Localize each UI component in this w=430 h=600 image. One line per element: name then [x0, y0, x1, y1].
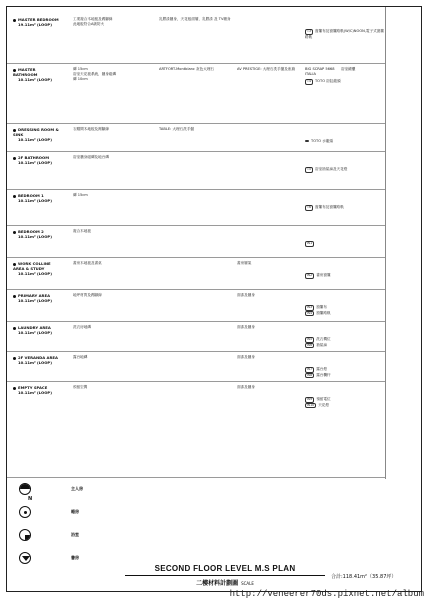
legend-item — [19, 483, 139, 502]
tag-text: 浴室抽氣扇及天花燈 — [314, 167, 348, 171]
tag-badge: W10 — [307, 402, 315, 407]
bullet-icon — [13, 387, 16, 390]
room-area: 10.11m² (LOOP) — [18, 298, 52, 303]
spec-c1: 預留空間 — [73, 385, 88, 389]
room-name-text: DRESSING ROOM & SINK — [13, 127, 59, 137]
legend-item — [19, 529, 139, 545]
room-name-text: BEDROOM 1 — [18, 193, 44, 198]
tag-badge: T3 — [307, 29, 311, 33]
spec-c1: 磚 15cm — [73, 193, 88, 197]
triangle-marker-icon — [19, 552, 31, 564]
row-divider — [7, 321, 385, 322]
tag-text: 抽氣扇 — [316, 342, 327, 347]
tag-text: TOTO 水龍頭 — [311, 139, 333, 143]
tag-list — [305, 29, 385, 40]
tag-badge: W4 — [307, 310, 313, 315]
total-area: 合計:118.41m²（35.87坪） — [331, 574, 397, 580]
spec-c3: 面漆及牆身 — [237, 325, 255, 329]
tag-list — [305, 397, 385, 408]
tag-list — [305, 337, 385, 348]
bullet-icon — [13, 157, 16, 160]
tag-text: 窗簾布及窗簾路軌 — [314, 205, 344, 209]
tag-text: 窗簾布及窗簾路軌(W/C)NOON,電子式窗簾路軌 — [305, 29, 384, 39]
spec-c1: 衣帽間木地板及踢腳線 — [73, 127, 109, 131]
legend-label: 浴室 — [71, 532, 79, 537]
spec-c1: 露台地磚 — [73, 355, 88, 359]
room-name — [13, 193, 61, 203]
tag-text: 洗衣機位 — [316, 337, 331, 341]
drawing-sheet — [6, 6, 422, 592]
tag-badge: W7 — [307, 367, 313, 371]
tag-badge: T5 — [307, 167, 311, 171]
tag-list — [305, 167, 385, 173]
tag-row — [305, 241, 385, 247]
tag-text: 預留電位 — [316, 397, 331, 401]
spec-c5: 浴室鏡櫃 — [341, 67, 356, 71]
tag-text: TOTO 浴缸龍頭 — [314, 79, 341, 83]
tag-badge: W6 — [307, 342, 313, 347]
bullet-icon — [13, 195, 16, 198]
bullet-icon — [13, 357, 16, 360]
room-name-text: LAUNDRY AREA — [18, 325, 51, 330]
dot-marker-icon — [19, 506, 31, 518]
spec-c3: 書房層架 — [237, 261, 252, 265]
tag-text: 書房窗簾 — [316, 273, 331, 277]
tag-list — [305, 79, 385, 85]
room-name — [13, 261, 61, 276]
spec-c1: 浴室牆身磁磚及地台磚 — [73, 155, 109, 159]
legend-label: 睡房 — [71, 509, 79, 514]
spec-c4: BIG SCRAP 5668 ITALIA — [305, 67, 336, 76]
quarter-marker-icon — [19, 529, 31, 541]
room-area: 10.11m² (LOOP) — [18, 271, 52, 276]
spec-c3: AV PRESTIGE: 大理石洗手盤及座廁 — [237, 67, 296, 71]
spec-c1: 洗衣房地磚 — [73, 325, 91, 329]
tag-badge: W3 — [307, 305, 313, 309]
row-divider — [7, 225, 385, 226]
room-name — [13, 355, 61, 365]
vertical-rule — [385, 7, 386, 479]
tag-badge: W1 — [307, 241, 313, 245]
row-divider — [7, 289, 385, 290]
drawing-subtitle — [125, 578, 325, 587]
room-area: 19.11m² (LOOP) — [18, 22, 52, 27]
spec-c1: 複合木地板 — [73, 229, 91, 233]
room-area: 10.11m² (LOOP) — [18, 390, 52, 395]
tag-row — [305, 343, 385, 349]
tag-row — [305, 311, 385, 317]
spec-c2: TABLE: 大理石洗手盤 — [159, 127, 195, 131]
row-divider — [7, 123, 385, 124]
room-name-text: PRIMARY AREA — [18, 293, 51, 298]
room-name — [13, 325, 61, 335]
room-name-text: MASTER BATHROOM — [13, 67, 38, 77]
tag-badge: W9 — [307, 397, 313, 401]
spec-c2: ARTFORT-Montblanc 灰色大理石 — [159, 67, 215, 71]
tag-row — [305, 29, 385, 40]
north-arrow-icon — [19, 483, 31, 495]
tag-badge: W5 — [307, 337, 313, 341]
spec-c1: 書房木地板及書桌 — [73, 261, 102, 265]
bullet-icon — [13, 295, 16, 298]
bullet-icon — [13, 327, 16, 330]
tag-text: 露台欄杆 — [316, 372, 331, 377]
room-name-text: MASTER BEDROOM — [18, 17, 59, 22]
spec-c2: 乳膠漆牆身，天花板面層，乳膠漆 及 TV墻身 — [159, 17, 231, 21]
room-name — [13, 155, 61, 165]
title-rule — [125, 575, 325, 576]
room-area: 10.11m² (LOOP) — [18, 234, 52, 239]
room-name — [13, 385, 61, 395]
tag-text: 天花燈 — [318, 402, 329, 407]
bullet-icon — [13, 231, 16, 234]
room-area: 10.11m² (LOOP) — [18, 330, 52, 335]
tag-badge — [305, 140, 309, 142]
tag-row — [305, 373, 385, 379]
row-divider — [7, 63, 385, 64]
row-divider — [7, 151, 385, 152]
tag-text: 窗簾路軌 — [316, 310, 331, 315]
tag-list — [305, 241, 385, 247]
tag-badge: T6 — [307, 205, 311, 209]
tag-row — [305, 167, 385, 173]
tag-badge: W2 — [307, 273, 313, 277]
spec-c3: 面漆及牆身 — [237, 385, 255, 389]
spec-c1: 工業複合木地板及踢腳線 此地板符合A級防火 — [73, 17, 113, 26]
spec-c1: 磚 15cm 浴室天花板系統，牆身磁磚 磚 10cm — [73, 67, 117, 81]
watermark-url: http://veneerer70ds.pixnet.net/album — [229, 589, 424, 599]
tag-row — [305, 403, 385, 409]
spec-c3: 面漆及牆身 — [237, 293, 255, 297]
legend-label: 書房 — [71, 555, 79, 560]
tag-row — [305, 139, 385, 144]
tag-list — [305, 205, 385, 211]
spec-c1: 地坪材質及踢腳線 — [73, 293, 102, 297]
room-name-text: BEDROOM 2 — [18, 229, 44, 234]
tag-row — [305, 273, 385, 279]
tag-row — [305, 205, 385, 211]
room-name — [13, 127, 61, 142]
tag-badge: T4 — [307, 79, 311, 83]
room-area: 10.11m² (LOOP) — [18, 360, 52, 365]
row-divider — [7, 257, 385, 258]
legend-item — [19, 552, 139, 568]
spec-c3: 面漆及牆身 — [237, 355, 255, 359]
room-name — [13, 229, 61, 239]
drawing-title: SECOND FLOOR LEVEL M.S PLAN — [154, 564, 296, 573]
room-name — [13, 17, 61, 27]
legend-item — [19, 506, 139, 522]
tag-text: 露台燈 — [316, 367, 327, 371]
room-area: 10.11m² (LOOP) — [18, 198, 52, 203]
room-name-text: 2F BATHROOM — [18, 155, 50, 160]
room-name-text: 2F VERANDA AREA — [18, 355, 58, 360]
tag-row — [305, 79, 385, 85]
legend-sub: N — [28, 496, 33, 502]
subtitle-text: 二樓材料計劃圖 — [196, 580, 239, 587]
room-name — [13, 67, 61, 82]
table-end-rule — [7, 477, 385, 478]
room-area: 10.11m² (LOOP) — [18, 160, 52, 165]
bullet-icon — [13, 19, 16, 22]
row-divider — [7, 351, 385, 352]
room-area: 10.11m² (LOOP) — [18, 137, 52, 142]
room-name-text: EMPTY SPACE — [18, 385, 48, 390]
row-divider — [7, 189, 385, 190]
room-area: 10.11m² (LOOP) — [18, 77, 52, 82]
scale-text: SCALE — [241, 581, 254, 586]
tag-list — [305, 273, 385, 279]
tag-list — [305, 139, 385, 144]
tag-list — [305, 305, 385, 316]
legend-label: 主人房 — [71, 486, 83, 491]
row-divider — [7, 381, 385, 382]
room-name — [13, 293, 61, 303]
tag-badge: W8 — [307, 372, 313, 377]
room-name-text: WORK COLLINE AREA & STUDY — [13, 261, 51, 271]
tag-list — [305, 367, 385, 378]
tag-text: 窗簾布 — [316, 305, 327, 309]
